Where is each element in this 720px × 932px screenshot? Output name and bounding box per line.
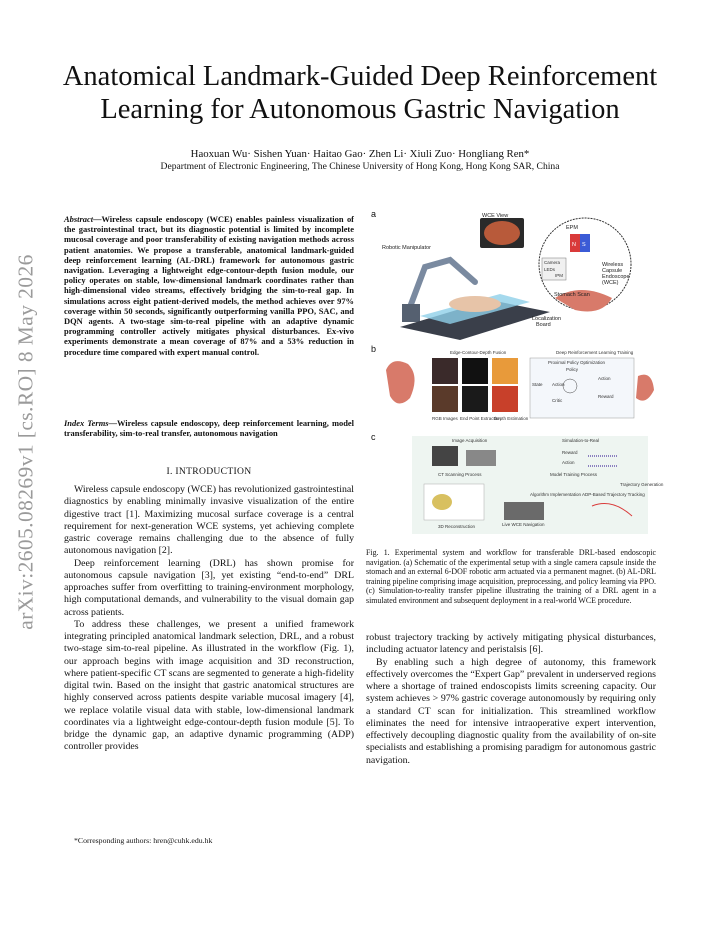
localization-board-label-2: Board xyxy=(536,322,551,328)
wce-view-image xyxy=(484,221,520,245)
abstract-label: Abstract xyxy=(64,214,94,224)
endpoint-extraction-label: End Point Extraction xyxy=(460,416,501,421)
fusion-title: Edge-Contour-Depth Fusion xyxy=(450,350,507,355)
model-training-label: Model Training Process xyxy=(550,472,598,477)
reward-label: Reward xyxy=(598,394,614,399)
camera-label: Camera xyxy=(544,260,561,265)
index-terms-text: —Wireless capsule endoscopy, deep reinforcement learning, model transferability, sim-to-real transfer, autonomous navigation xyxy=(64,418,354,439)
live-wce-label: Live WCE Navigation xyxy=(502,522,545,527)
right-column-body xyxy=(366,632,656,767)
right-paragraph-1: robust trajectory tracking by actively mitigating physical disturbances, including actuator latency and peristalsis [6]. xyxy=(366,632,656,656)
adp-label: ADP-Based Trajectory Tracking xyxy=(582,492,645,497)
magnet-n-label: N xyxy=(572,242,576,248)
wce-label-1: Wireless xyxy=(602,262,624,268)
figure-panel-c xyxy=(412,436,664,534)
stomach-result-icon xyxy=(636,375,654,401)
rgb-image-1 xyxy=(432,358,458,384)
patient-torso-icon xyxy=(449,296,501,312)
index-terms xyxy=(64,418,354,438)
wce-view-label: WCE View xyxy=(482,213,509,219)
arxiv-sidebar-stamp xyxy=(8,254,44,630)
abstract-text: —Wireless capsule endoscopy (WCE) enables painless visualization of the gastrointestinal tract, but its diagnostic potential is limited by incomplete mucosal coverage and poor transferability of existing navigation methods across patient anatomies. We propose a transferable, anatomical landmark-guided deep reinforcement learning (AL-DRL) framework for autonomous gastric navigation. Leveraging a lightweight edge-contour-depth fusion module, our policy operates on stable, low-dimensional landmark coordinates rather than high-dimensional video streams, effectively bridging the sim-to-real gap. In simulations across eight patient-derived models, the method achieves over 97% coverage within 50 seconds, significantly outperforming vanilla PPO, SAC, and DQN agents. A two-stage sim-to-real pipeline with an adaptive dynamic programming controller actively mitigates physical disturbances. Ex-vivo experiments demonstrate a mean coverage of 87% and a 53% reduction in procedure time compared with expert manual control. xyxy=(64,214,354,357)
affiliation: Department of Electronic Engineering, The Chinese University of Hong Kong, Hong Kong SAR, China xyxy=(160,161,560,172)
intro-paragraph-1: Wireless capsule endoscopy (WCE) has revolutionized gastrointestinal diagnostics by enabling minimally invasive visualization of the entire digestive tract [1]. Maximizing mucosal surface coverage is a central requirement for next-generation WCE systems, yet achieving complete gastric coverage remains challenging due to the absence of fully autonomous navigation [2]. xyxy=(64,484,354,557)
title-line-2: Learning for Autonomous Gastric Navigation xyxy=(100,94,620,125)
figure-panel-b xyxy=(380,346,660,430)
live-monitor-icon xyxy=(504,502,544,520)
robotic-manipulator-label: Robotic Manipulator xyxy=(382,245,431,251)
corresponding-author-footnote: *Corresponding authors: hren@cuhk.edu.hk xyxy=(74,836,213,845)
action-label: Action xyxy=(598,376,611,381)
endpoint-image-2 xyxy=(462,386,488,412)
wce-label-3: Endoscope xyxy=(602,274,630,280)
reconstruction-label: 3D Reconstruction xyxy=(438,524,476,529)
depth-image-1 xyxy=(492,358,518,384)
figure-label-b: b xyxy=(371,344,377,354)
depth-image-2 xyxy=(492,386,518,412)
section-heading: I. INTRODUCTION xyxy=(166,466,252,477)
epm-label: EPM xyxy=(566,225,578,231)
magnet-s-label: S xyxy=(582,242,586,248)
endpoint-image-1 xyxy=(462,358,488,384)
ct-monitor-icon xyxy=(466,450,496,466)
depth-estimation-label: Depth Estimation xyxy=(494,416,529,421)
abstract xyxy=(64,214,354,357)
action-signal-label: Action xyxy=(562,460,575,465)
figure-label-c: c xyxy=(371,432,376,442)
ppo-box xyxy=(530,358,634,418)
ct-scanner-icon xyxy=(432,446,458,466)
ppo-label: Proximal Policy Optimization xyxy=(548,360,606,365)
policy-label: Policy xyxy=(566,367,579,372)
trajectory-generation-label: Trajectory Generation xyxy=(620,482,664,487)
wce-label-4: (WCE) xyxy=(602,280,619,286)
algorithm-label: Algorithm Implementation xyxy=(530,492,582,497)
ipm-label: IPM xyxy=(555,273,564,278)
stomach-mesh-icon xyxy=(432,494,452,510)
rgb-images-label: RGB Images xyxy=(432,416,458,421)
sim-to-real-label: Simulation-to-Real xyxy=(562,438,600,443)
state-label: State xyxy=(532,382,543,387)
figure-caption: Fig. 1. Experimental system and workflow for transferable DRL-based endoscopic navigation. (a) Schematic of the experimental setup with a single camera capsule inside the stomach and an external 6-DOF robotic arm actuated via a permanent magnet. (b) AL-DRL training pipeline comprising image acquisition, preprocessing, and policy learning via PPO. (c) Simulation-to-reality transfer pipeline illustrating the training of a DRL agent in a simulated environment and subsequent deployment in a real-world WCE procedure. xyxy=(366,548,656,605)
figure-panel-a xyxy=(380,212,660,342)
robot-base-icon xyxy=(402,304,420,322)
reward-signal-label: Reward xyxy=(562,450,578,455)
right-paragraph-2: By enabling such a high degree of autonomy, this framework effectively overcomes the “Expert Gap” prevalent in underserved regions where a shortage of trained endoscopists limits screening capacity. Our system achieves > 97% gastric coverage autonomously by requiring only a standard CT scan for initialization. This streamlined workflow eliminates the need for intensive intraoperative expert intervention, effectively decoupling diagnostic quality from the availability of on-site specialists and establishing a promising paradigm for autonomous gastric navigation. xyxy=(366,656,656,766)
drl-title: Deep Reinforcement Learning Training xyxy=(556,350,634,355)
rgb-image-2 xyxy=(432,386,458,412)
title-line-1: Anatomical Landmark-Guided Deep Reinforcement xyxy=(62,61,658,92)
author-list: Haoxuan Wu· Sishen Yuan· Haitao Gao· Zhen Li· Xiuli Zuo· Hongliang Ren* xyxy=(190,148,530,160)
paper-title xyxy=(60,60,660,126)
leds-label: LEDs xyxy=(544,267,556,272)
stomach-scan-label: Stomach Scan xyxy=(554,292,590,298)
stomach-model-icon xyxy=(386,361,415,403)
localization-board-label-1: Localization xyxy=(532,316,562,322)
image-acquisition-label: Image Acquisition xyxy=(452,438,488,443)
introduction-body xyxy=(64,484,354,754)
intro-paragraph-2: Deep reinforcement learning (DRL) has shown promise for autonomous capsule navigation [3], yet existing “end-to-end” DRL approaches suffer from overfitting to training-environment morphology, high computational demands, and vulnerability to the visual domain gap across patients. xyxy=(64,557,354,618)
figure-label-a: a xyxy=(371,209,377,219)
ct-scanning-label: CT Scanning Process xyxy=(438,472,482,477)
arxiv-id: arXiv:2605.08269v1 [cs.RO] 8 May 2026 xyxy=(13,254,38,630)
critic-label: Critic xyxy=(552,398,563,403)
intro-paragraph-3: To address these challenges, we present a unified framework integrating principled anatomical landmark selection, DRL, and a robust two-stage sim-to-real pipeline. As illustrated in the workflow (Fig. 1), our approach begins with image acquisition and 3D reconstruction, where patient-specific CT scans are segmented to generate a high-fidelity digital twin. Based on the insight that gastric anatomical structures are highly conserved across patients despite variable mucosal imagery [4], we replace volatile visual data with stable, low-dimensional landmark coordinates via a lightweight edge-contour-depth fusion module [5]. To bridge the dynamic gap, an adaptive dynamic programming (ADP) controller provides xyxy=(64,618,354,753)
index-terms-label: Index Terms xyxy=(64,418,109,428)
wce-label-2: Capsule xyxy=(602,268,623,274)
actor-label: Action xyxy=(552,382,565,387)
